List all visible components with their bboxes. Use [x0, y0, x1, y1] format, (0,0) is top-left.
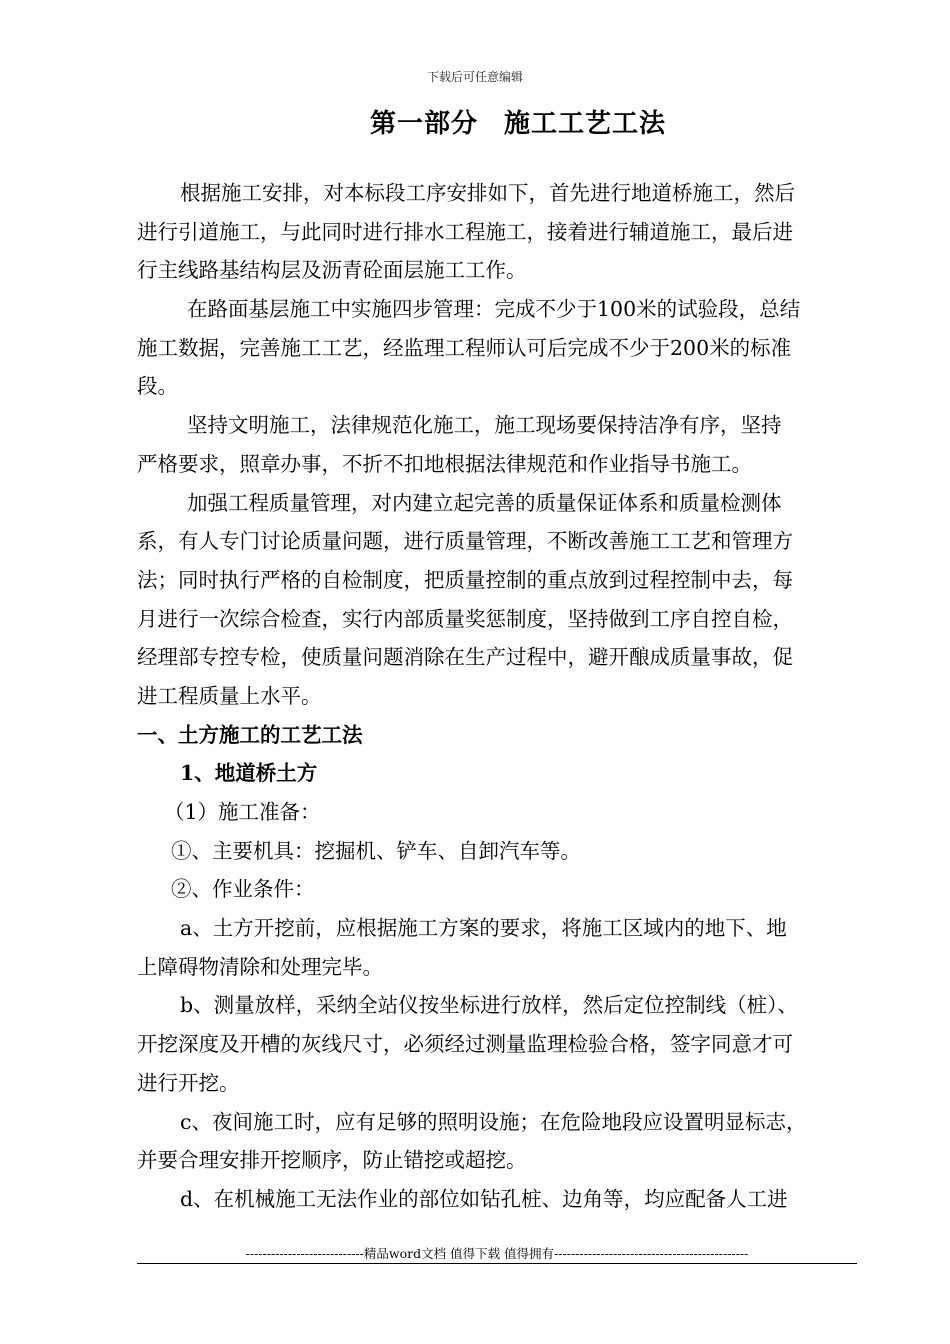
- text-line: 根据施工安排，对本标段工序安排如下，首先进行地道桥施工，然后: [180, 181, 795, 205]
- text-line: 进工程质量上水平。: [137, 683, 322, 708]
- text-line: 加强工程质量管理，对内建立起完善的质量保证体系和质量检测体: [187, 490, 782, 515]
- section-heading-line: 一、土方施工的工艺工法: [137, 722, 363, 747]
- text-line: 经理部专控专检，使质量问题消除在生产过程中，避开酿成质量事故，促: [137, 645, 793, 670]
- document-body: [137, 174, 857, 1219]
- text-line: 段。: [137, 374, 178, 399]
- text-line: b、测量放样，采纳全站仪按坐标进行放样，然后定位控制线（桩）、: [180, 993, 798, 1018]
- text-line: 上障碍物清除和处理完毕。: [137, 954, 383, 979]
- text-line: a、土方开挖前，应根据施工方案的要求，将施工区域内的地下、地: [180, 916, 787, 941]
- text-line: d、在机械施工无法作业的部位如钻孔桩、边角等，均应配备人工进: [180, 1186, 788, 1211]
- title-name: 施工工艺工法: [504, 109, 667, 139]
- header-note: 下载后可任意编辑: [426, 70, 523, 84]
- text-line: 施工数据，完善施工工艺，经监理工程师认可后完成不少于200米的标准: [137, 335, 792, 360]
- page-title: [0, 103, 950, 140]
- text-line: 坚持文明施工，法律规范化施工，施工现场要保持洁净有序，坚持: [187, 413, 782, 438]
- text-line: 法；同时执行严格的自检制度，把质量控制的重点放到过程控制中去，每: [137, 567, 793, 592]
- footer-text: ----------------------------精品word文档 值得下载 值得拥有----------------------------------------------: [245, 1246, 749, 1261]
- text-line: 进行开挖。: [137, 1070, 240, 1095]
- text-line: 严格要求，照章办事，不折不扣地根据法律规范和作业指导书施工。: [137, 451, 752, 476]
- text-line: ①、主要机具：挖掘机、铲车、自卸汽车等。: [171, 838, 581, 863]
- section-heading-line: 1、地道桥土方: [180, 761, 318, 786]
- text-line: （1）施工准备：: [164, 800, 321, 824]
- text-line: 并要合理安排开挖顺序，防止错挖或超挖。: [137, 1148, 527, 1173]
- footer-rule: [137, 1263, 857, 1264]
- text-line: 月进行一次综合检查，实行内部质量奖惩制度，坚持做到工序自控自检，: [137, 606, 793, 631]
- text-line: c、夜间施工时，应有足够的照明设施；在危险地段应设置明显标志，: [180, 1109, 807, 1134]
- text-line: 行主线路基结构层及沥青砼面层施工工作。: [137, 258, 527, 283]
- title-part: 第一部分: [369, 109, 478, 139]
- text-line: ②、作业条件：: [171, 877, 315, 902]
- text-line: 进行引道施工，与此同时进行排水工程施工，接着进行辅道施工，最后进: [137, 219, 793, 244]
- text-line: 系，有人专门讨论质量问题，进行质量管理，不断改善施工工艺和管理方: [137, 529, 793, 554]
- text-line: 在路面基层施工中实施四步管理：完成不少于100米的试验段，总结: [187, 297, 801, 322]
- text-line: 开挖深度及开槽的灰线尺寸，必须经过测量监理检验合格，签字同意才可: [137, 1032, 793, 1057]
